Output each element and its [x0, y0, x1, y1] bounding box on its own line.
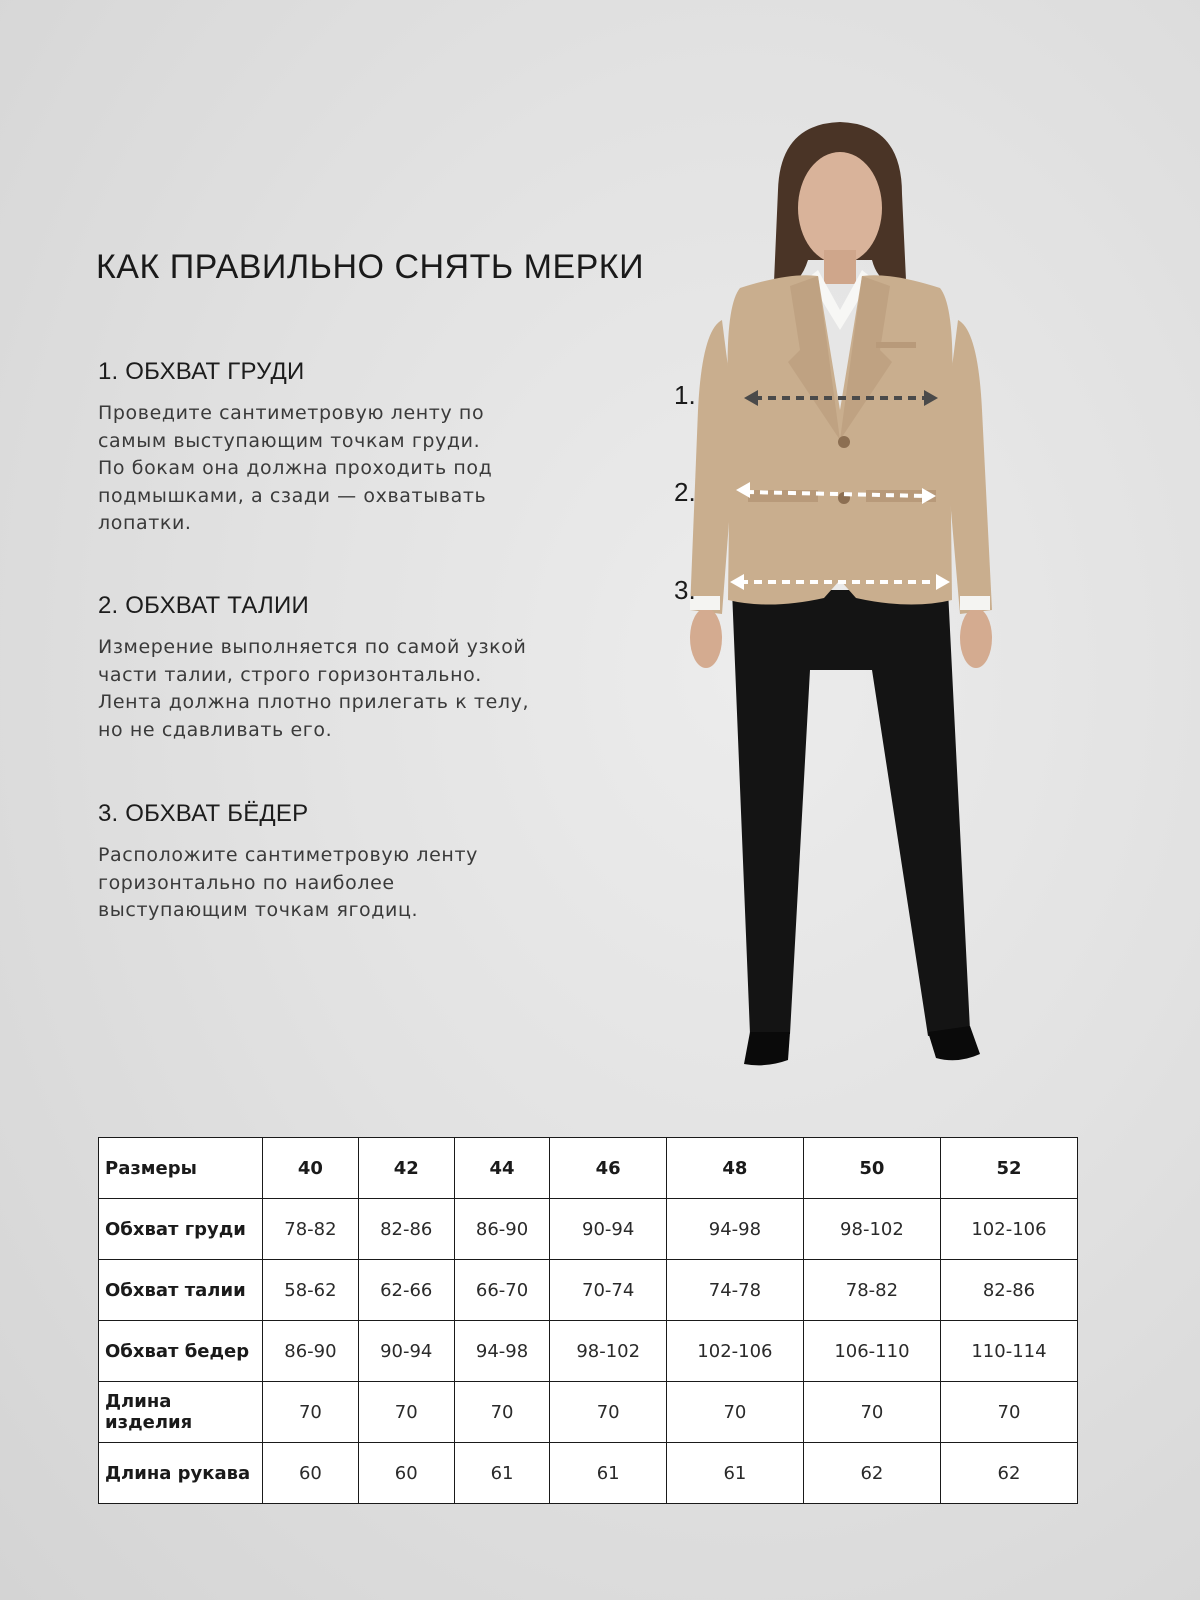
table-cell: 90-94 — [358, 1321, 454, 1382]
row-label: Длина изделия — [99, 1382, 263, 1443]
table-row — [99, 1321, 1078, 1382]
table-cell: 62 — [940, 1443, 1077, 1504]
model-figure-illustration — [640, 110, 1040, 1100]
table-cell: 70 — [666, 1382, 803, 1443]
section-heading-waist: 2. ОБХВАТ ТАЛИИ — [98, 592, 309, 619]
table-cell: 70 — [550, 1382, 666, 1443]
section-chest — [98, 358, 558, 538]
size-table — [98, 1137, 1078, 1504]
table-cell: 82-86 — [940, 1260, 1077, 1321]
table-cell: 60 — [263, 1443, 359, 1504]
size-header: 40 — [263, 1138, 359, 1199]
table-cell: 102-106 — [666, 1321, 803, 1382]
table-cell: 62-66 — [358, 1260, 454, 1321]
row-label: Обхват груди — [99, 1199, 263, 1260]
section-text-chest: Проведите сантиметровую ленту по самым выступающим точкам груди. По бокам она должна проходить под подмышками, а сзади — охватывать лопатки. — [98, 402, 493, 534]
table-cell: 62 — [803, 1443, 940, 1504]
table-cell: 70-74 — [550, 1260, 666, 1321]
table-cell: 106-110 — [803, 1321, 940, 1382]
section-waist — [98, 592, 558, 744]
marker-chest: 1. — [674, 380, 696, 410]
marker-waist: 2. — [674, 477, 696, 507]
table-header-label: Размеры — [99, 1138, 263, 1199]
table-cell: 70 — [358, 1382, 454, 1443]
row-label: Обхват талии — [99, 1260, 263, 1321]
table-cell: 60 — [358, 1443, 454, 1504]
table-row — [99, 1443, 1078, 1504]
table-cell: 90-94 — [550, 1199, 666, 1260]
table-cell: 86-90 — [263, 1321, 359, 1382]
table-cell: 70 — [263, 1382, 359, 1443]
table-cell: 61 — [454, 1443, 550, 1504]
table-cell: 70 — [803, 1382, 940, 1443]
section-hips — [98, 800, 558, 925]
table-row — [99, 1199, 1078, 1260]
size-header: 46 — [550, 1138, 666, 1199]
size-header: 52 — [940, 1138, 1077, 1199]
section-heading-hips: 3. ОБХВАТ БЁДЕР — [98, 800, 309, 827]
section-heading-chest: 1. ОБХВАТ ГРУДИ — [98, 358, 305, 385]
table-cell: 94-98 — [454, 1321, 550, 1382]
table-cell: 66-70 — [454, 1260, 550, 1321]
section-text-waist: Измерение выполняется по самой узкой части талии, строго горизонтально. Лента должна плотно прилегать к телу, но не сдавливать его. — [98, 636, 530, 741]
table-cell: 98-102 — [550, 1321, 666, 1382]
table-row — [99, 1382, 1078, 1443]
table-cell: 61 — [550, 1443, 666, 1504]
size-header: 42 — [358, 1138, 454, 1199]
row-label: Длина рукава — [99, 1443, 263, 1504]
table-cell: 82-86 — [358, 1199, 454, 1260]
table-cell: 86-90 — [454, 1199, 550, 1260]
marker-hips: 3. — [674, 575, 696, 605]
table-cell: 98-102 — [803, 1199, 940, 1260]
table-header-row — [99, 1138, 1078, 1199]
table-cell: 94-98 — [666, 1199, 803, 1260]
row-label: Обхват бедер — [99, 1321, 263, 1382]
table-cell: 70 — [454, 1382, 550, 1443]
table-cell: 110-114 — [940, 1321, 1077, 1382]
table-cell: 78-82 — [263, 1199, 359, 1260]
table-cell: 102-106 — [940, 1199, 1077, 1260]
table-cell: 58-62 — [263, 1260, 359, 1321]
page-title: КАК ПРАВИЛЬНО СНЯТЬ МЕРКИ — [96, 248, 645, 286]
table-cell: 78-82 — [803, 1260, 940, 1321]
table-cell: 74-78 — [666, 1260, 803, 1321]
table-cell: 61 — [666, 1443, 803, 1504]
table-cell: 70 — [940, 1382, 1077, 1443]
size-header: 44 — [454, 1138, 550, 1199]
size-header: 50 — [803, 1138, 940, 1199]
section-text-hips: Расположите сантиметровую ленту горизонтально по наиболее выступающим точкам ягодиц. — [98, 844, 478, 921]
table-row — [99, 1260, 1078, 1321]
size-header: 48 — [666, 1138, 803, 1199]
